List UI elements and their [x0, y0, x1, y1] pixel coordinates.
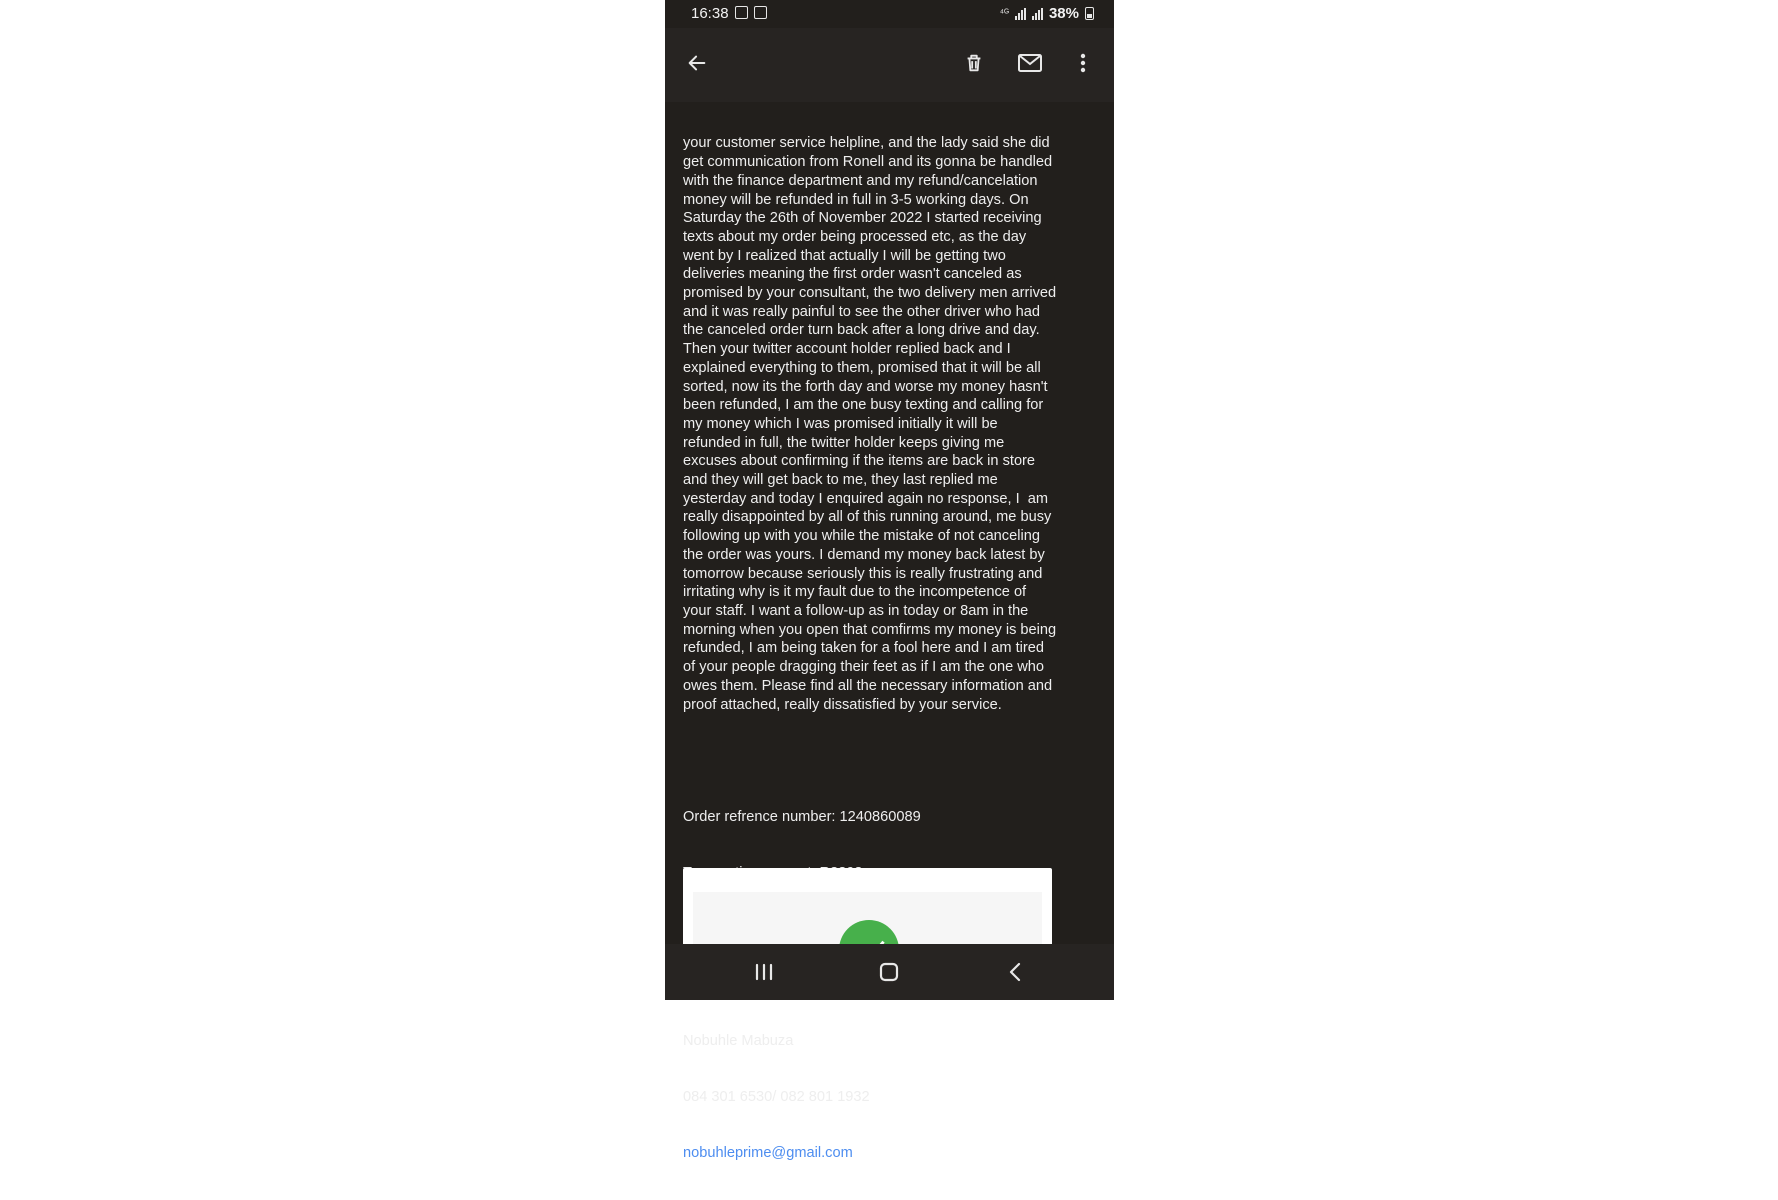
email-toolbar: [665, 28, 1114, 102]
wifi-calling-icon: ⁴ᴳ: [999, 8, 1009, 19]
battery-icon: [1085, 7, 1094, 20]
navigation-bar: [665, 944, 1114, 1000]
delete-icon[interactable]: [959, 48, 989, 78]
notification-icons: [735, 6, 767, 19]
email-link[interactable]: nobuhleprime@gmail.com: [683, 1145, 853, 1162]
email-body: [683, 97, 1103, 1200]
recents-icon[interactable]: [749, 958, 779, 986]
signal-icon: [1015, 8, 1026, 20]
shield-check-icon: [754, 6, 767, 19]
home-icon[interactable]: [874, 958, 904, 986]
order-reference: Order refrence number: 1240860089: [683, 808, 921, 825]
back-icon[interactable]: [1000, 958, 1030, 986]
image-icon: [735, 6, 748, 19]
sender-name: Nobuhle Mabuza: [683, 1033, 794, 1050]
back-arrow-icon[interactable]: [682, 48, 712, 78]
status-bar: [665, 0, 1114, 28]
email-content[interactable]: [665, 102, 1114, 1162]
body-paragraph: your customer service helpline, and the lady said she did get communication from Ronell and its gonna be handled with the finance department and my refund/cancelation money will be refunded in full in 3-5 working days. On Saturday the 26th of November 2022 I started receiving texts about my order being processed etc, as the day went by I realized that actually I will be getting two deliveries meaning the first order wasn't canceled as promised by your consultant, the two delivery men arrived and it was really painful to see the other driver who had the canceled order turn back after a long drive and day. Then your twitter account holder replied back and I explained everything to them, promised that it will be all sorted, now its the forth day and worse my money hasn't been refunded, I am the one busy texting and calling for my money which I was promised initially it will be refunded in full, the twitter holder keeps giving me excuses about confirming if the items are back in store and they will get back to me, they last replied me yesterday and today I enquired again no response, I am really disappointed by all of this running around, me busy following up with you while the mistake of not canceling the order was yours. I demand my money back latest by tomorrow because seriously this is really frustrating and irritating why is it my fault due to the incompetence of your staff. I want a follow-up as in today or 8am in the morning when you open that comfirms my money is being refunded, I am being taken for a fool here and I am tired of your people dragging their feet as if I am the one who owes them. Please find all the necessary information and proof attached, really dissatisfied by your service.: [683, 135, 1057, 713]
status-time: 16:38: [691, 5, 729, 22]
battery-percent: 38%: [1048, 5, 1079, 22]
phone-numbers: 084 301 6530/ 082 801 1932: [683, 1089, 870, 1106]
mark-unread-icon[interactable]: [1015, 48, 1045, 78]
phone-screen: [665, 0, 1114, 1162]
status-indicators: [1000, 5, 1094, 22]
more-options-icon[interactable]: [1068, 48, 1098, 78]
signal-icon: [1032, 8, 1043, 20]
